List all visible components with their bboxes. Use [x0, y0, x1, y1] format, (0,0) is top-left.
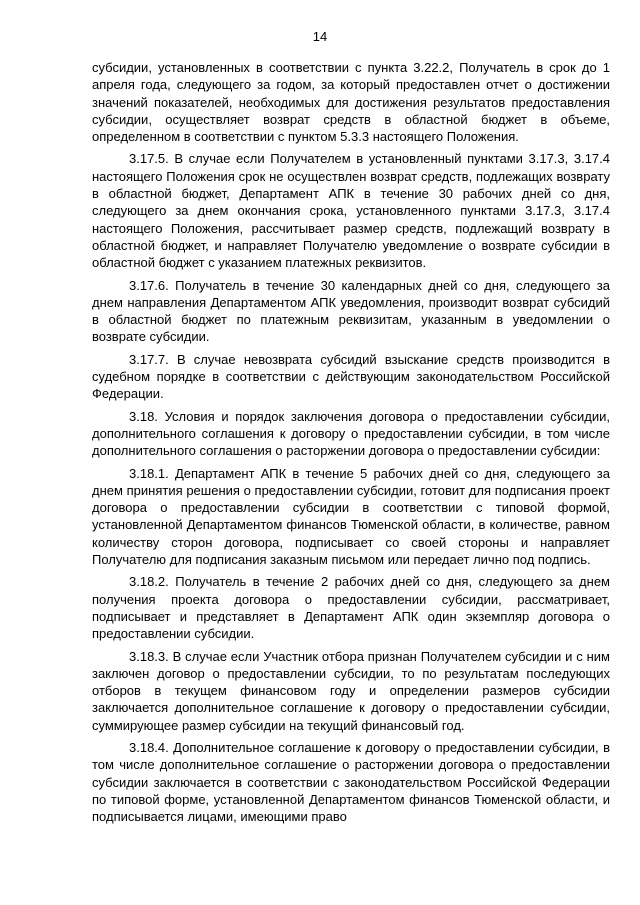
paragraph-3-18-4: 3.18.4. Дополнительное соглашение к договору о предоставлении субсидии, в том числе дополнительное соглашение о расторжении договора о предоставлении субсидии заключается в соответствии с законодательством Российской Федерации по типовой форме, установленной Департаментом финансов Тюменской области, и подписывается лицами, имеющими право [92, 739, 610, 825]
page-number: 14 [312, 29, 328, 44]
paragraph-3-18-3: 3.18.3. В случае если Участник отбора признан Получателем субсидии и с ним заключен договор о предоставлении субсидии, то по результатам последующих отборов в текущем финансовом году и определении размеров субсидии заключается дополнительное соглашение к договору о предоставлении субсидии, суммирующее размер субсидии на текущий финансовый год. [92, 648, 610, 733]
paragraph-continuation: субсидии, установленных в соответствии с пункта 3.22.2, Получатель в срок до 1 апреля года, следующего за годом, за который предоставлен отчет о достижении значений показателей, необходимых для достижения результатов предоставления субсидии, осуществляет возврат средств в областной бюджет в объеме, определенном в соответствии с пунктом 5.3.3 настоящего Положения. [92, 60, 610, 145]
paragraph-3-17-6: 3.17.6. Получатель в течение 30 календарных дней со дня, следующего за днем направления Департаментом АПК уведомления, производит возврат субсидий в областной бюджет по платежным реквизитам, указанным в уведомлении о возврате субсидии. [92, 277, 610, 345]
document-body [92, 59, 610, 825]
paragraph-3-18: 3.18. Условия и порядок заключения договора о предоставлении субсидии, дополнительного соглашения к договору о предоставлении субсидии, в том числе дополнительного соглашения о расторжении договора о предоставлении субсидии: [92, 408, 610, 459]
paragraph-3-18-1: 3.18.1. Департамент АПК в течение 5 рабочих дней со дня, следующего за днем принятия решения о предоставлении субсидии, готовит для подписания проект договора о предоставлении субсидии в соответствии с типовой формой, установленной Департаментом финансов Тюменской области, в количестве, равном количеству сторон договора, подписывает со своей стороны и направляет Получателю для подписания заказным письмом или передает лично под подпись. [92, 465, 610, 568]
paragraph-3-17-5: 3.17.5. В случае если Получателем в установленный пунктами 3.17.3, 3.17.4 настоящего Положения срок не осуществлен возврат средств, подлежащих возврату в областной бюджет, Департамент АПК в течение 30 рабочих дней со дня, следующего за днем окончания срока, установленного пунктами 3.17.3, 3.17.4 настоящего Положения, рассчитывает размер средств, подлежащий возврату в областной бюджет, и направляет Получателю уведомление о возврате субсидии в областной бюджет с указанием платежных реквизитов. [92, 151, 610, 271]
paragraph-3-18-2: 3.18.2. Получатель в течение 2 рабочих дней со дня, следующего за днем получения проекта договора о предоставлении субсидии, рассматривает, подписывает и представляет в Департамент АПК один экземпляр договора о предоставлении субсидии. [92, 574, 610, 642]
paragraph-3-17-7: 3.17.7. В случае невозврата субсидий взыскание средств производится в судебном порядке в соответствии с действующим законодательством Российской Федерации. [92, 351, 610, 402]
